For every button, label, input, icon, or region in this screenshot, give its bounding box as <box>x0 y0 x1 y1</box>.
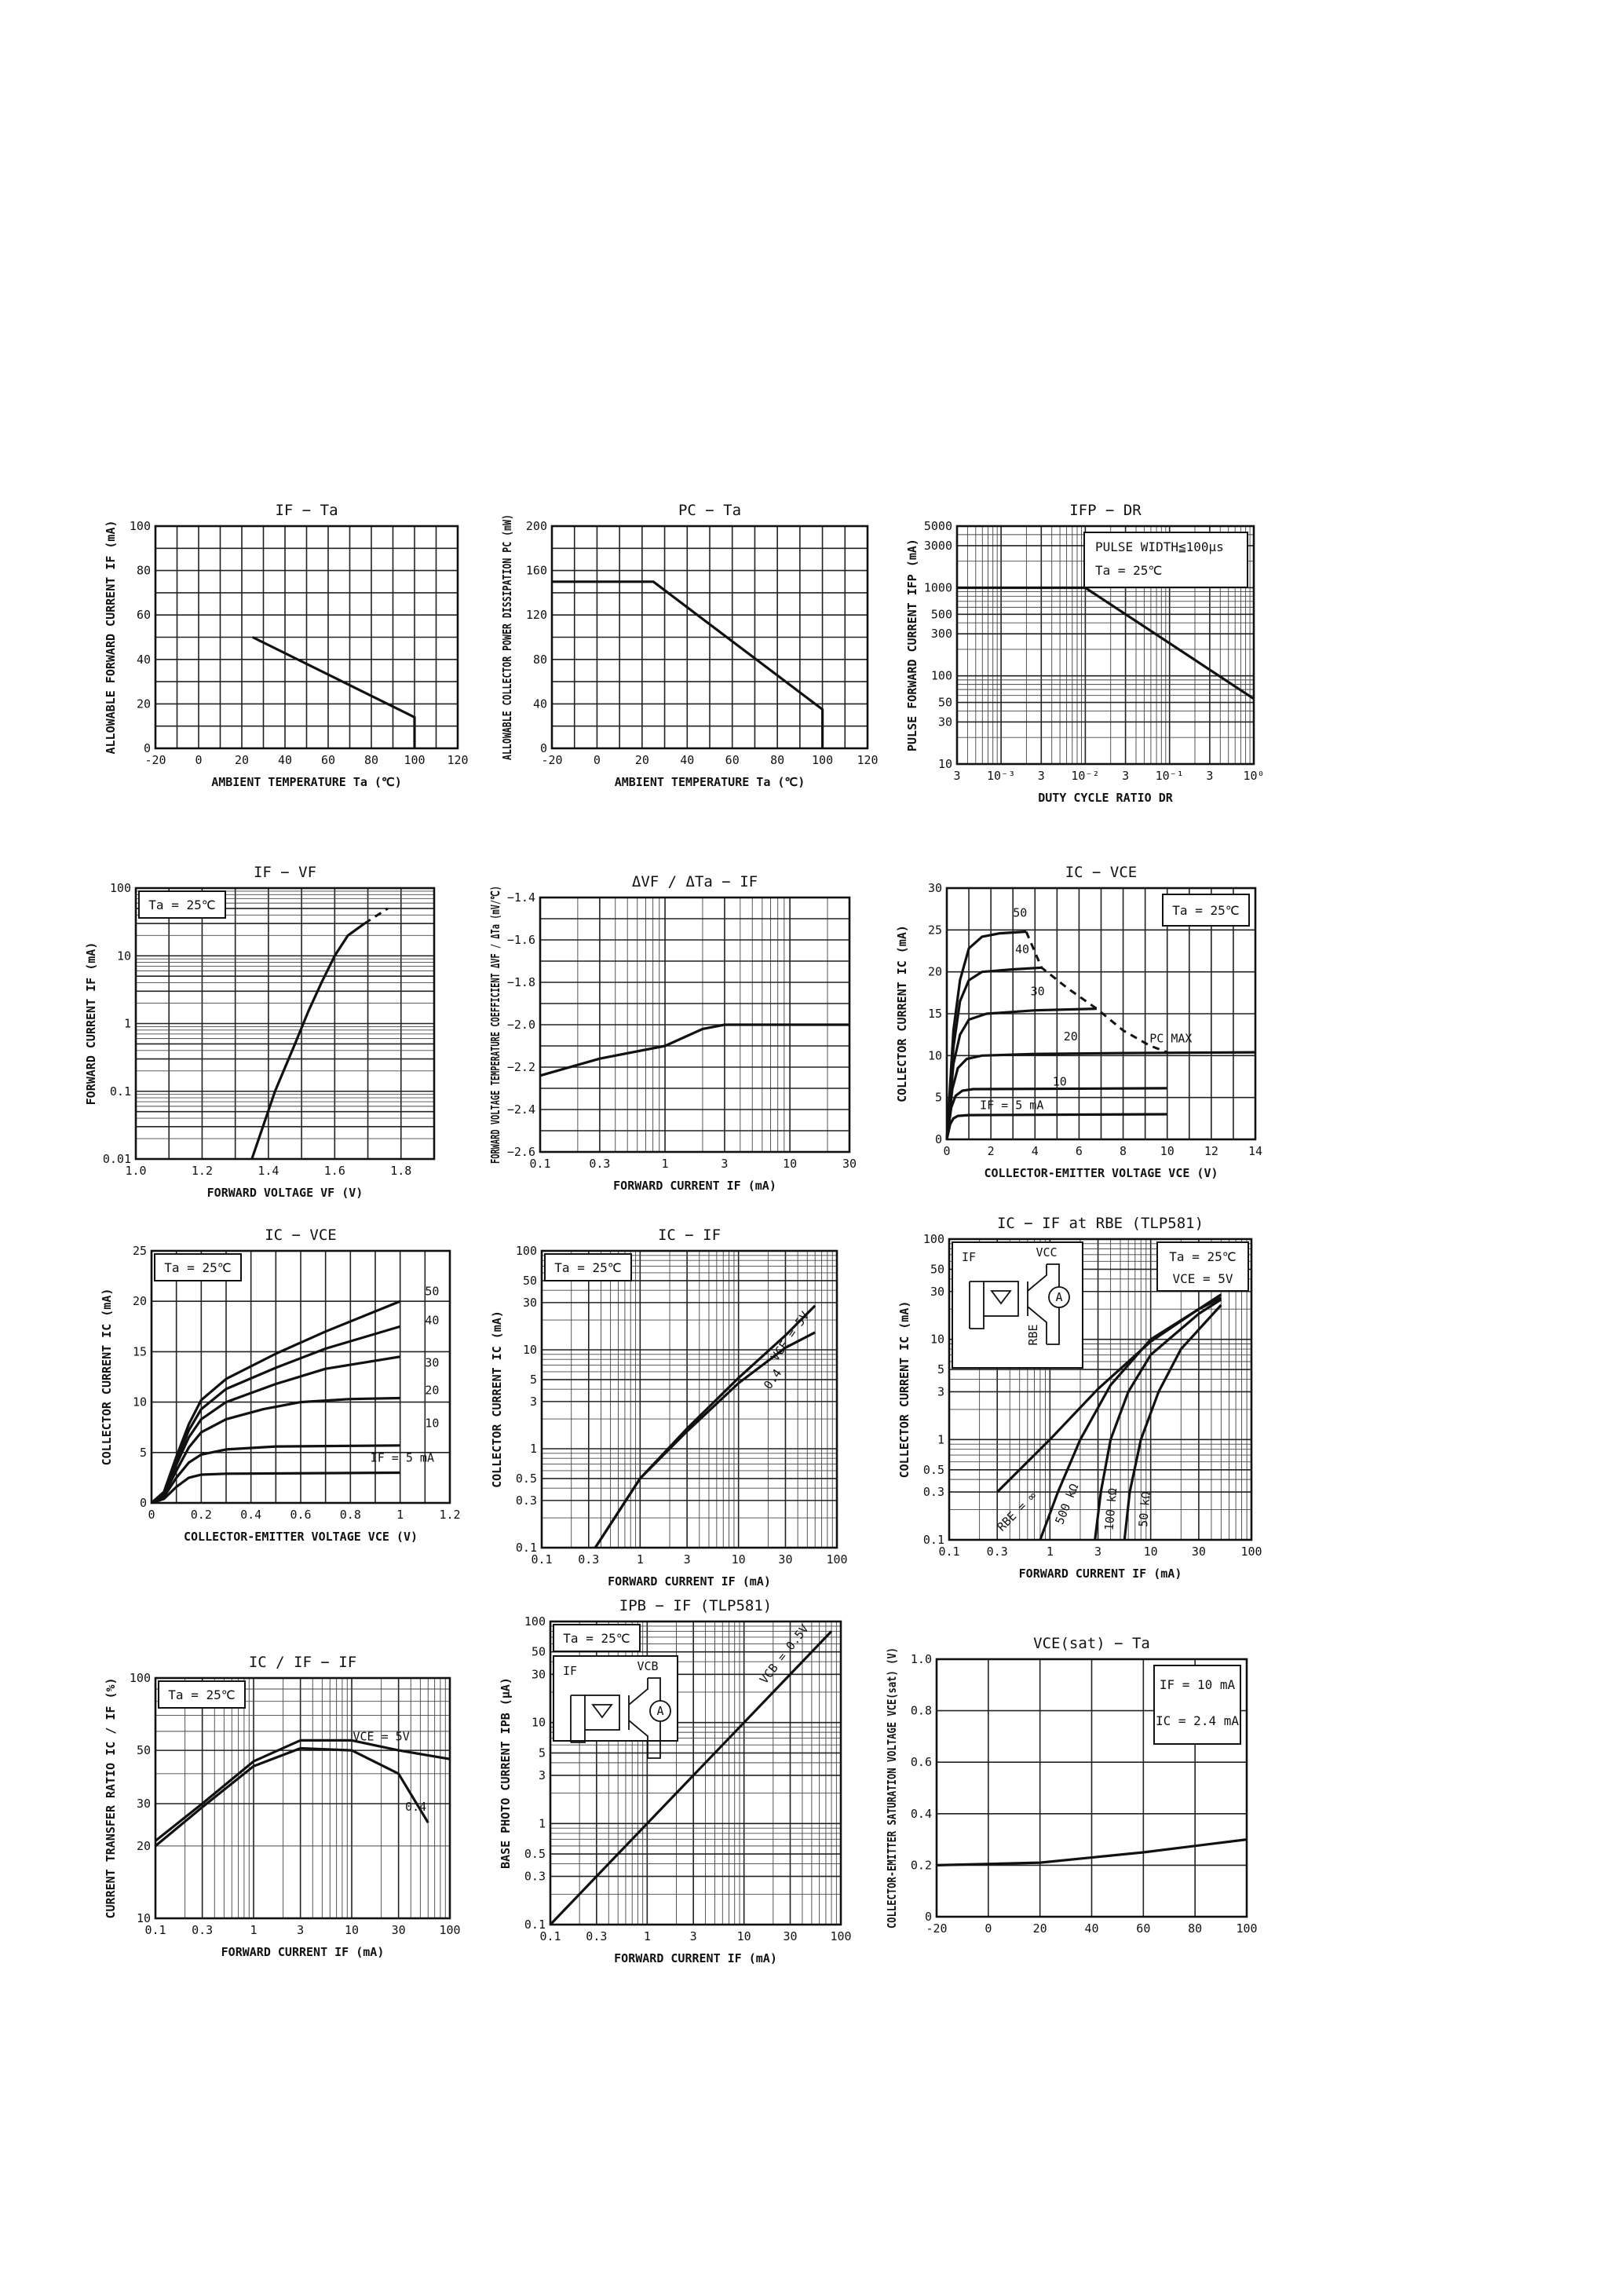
y-tick-label: 100 <box>922 1232 944 1246</box>
x-tick-label: -20 <box>144 753 166 767</box>
y-tick-label: 1 <box>123 1016 131 1031</box>
x-tick-label: 10 <box>344 1923 360 1937</box>
y-tick-label: 0.3 <box>922 1485 944 1500</box>
series-label: 50 <box>1013 905 1028 920</box>
y-tick-label: 0 <box>924 1910 932 1924</box>
x-tick-label: 10 <box>731 1552 746 1567</box>
circuit-inset <box>553 1656 678 1758</box>
y-tick-label: 40 <box>532 696 547 711</box>
condition-text: Ta = 25℃ <box>1172 903 1240 918</box>
chart-title: IC − IF at RBE (TLP581) <box>996 1215 1204 1232</box>
x-tick-label: 0 <box>943 1144 951 1158</box>
inset-label: RBE <box>1026 1324 1040 1346</box>
y-tick-label: 3000 <box>923 538 952 553</box>
y-axis-label: COLLECTOR-EMITTER SATURATION VOLTAGE VCE(sat) (V) <box>885 1581 899 1929</box>
x-tick-label: 0.6 <box>290 1508 312 1522</box>
condition-text: Ta = 25℃ <box>148 898 216 912</box>
x-tick-label: 0.1 <box>539 1929 561 1943</box>
y-tick-label: 0.5 <box>922 1462 944 1477</box>
y-tick-label: 25 <box>132 1244 147 1258</box>
y-tick-label: 1000 <box>923 580 952 595</box>
x-tick-label: 10 <box>1143 1545 1158 1559</box>
y-tick-label: 5 <box>937 1362 944 1377</box>
y-tick-label: 3 <box>538 1768 546 1782</box>
x-tick-label: 60 <box>1136 1921 1151 1936</box>
x-tick-label: 40 <box>680 753 695 767</box>
series-label: 30 <box>1030 984 1045 999</box>
x-tick-label: 1.4 <box>258 1164 279 1178</box>
x-tick-label: 1 <box>643 1929 651 1943</box>
series-label: 10 <box>1052 1074 1067 1089</box>
chart-title: IPB − IF (TLP581) <box>619 1597 773 1614</box>
x-axis-label: FORWARD VOLTAGE VF (V) <box>206 1186 363 1200</box>
x-axis-label: FORWARD CURRENT IF (mA) <box>614 1951 777 1965</box>
x-tick-label: 1.6 <box>323 1164 345 1178</box>
x-tick-label: 80 <box>1188 1921 1203 1936</box>
series-label: 20 <box>1063 1029 1078 1044</box>
y-tick-label: −1.6 <box>506 933 535 947</box>
chart-title: IF − Ta <box>275 502 338 519</box>
inset-label: A <box>656 1704 664 1718</box>
y-tick-label: 10 <box>927 1048 942 1063</box>
x-tick-label: 0.1 <box>529 1157 551 1171</box>
x-axis-label: FORWARD CURRENT IF (mA) <box>608 1574 771 1589</box>
y-axis-label: FORWARD VOLTAGE TEMPERATURE COEFFICIENT ΔVF / ΔTa (mV/℃) <box>488 760 502 1164</box>
x-tick-label: 100 <box>830 1929 852 1943</box>
chart-c6 <box>895 864 1262 1180</box>
x-tick-label: 10⁻¹ <box>1155 769 1184 783</box>
x-axis-label: COLLECTOR-EMITTER VOLTAGE VCE (V) <box>183 1530 418 1544</box>
y-tick-label: 0.1 <box>922 1533 944 1547</box>
x-tick-label: 6 <box>1075 1144 1083 1158</box>
x-tick-label: 1 <box>661 1157 669 1171</box>
x-tick-label: 40 <box>1084 1921 1099 1936</box>
x-tick-label: 100 <box>812 753 834 767</box>
x-tick-label: 4 <box>1031 1144 1039 1158</box>
y-tick-label: 100 <box>515 1244 537 1258</box>
x-tick-label: 0.1 <box>531 1552 553 1567</box>
chart-c9 <box>897 1215 1262 1581</box>
y-tick-label: −2.2 <box>506 1060 535 1074</box>
chart-c7 <box>100 1227 461 1544</box>
x-tick-label: 120 <box>857 753 879 767</box>
y-tick-label: 10 <box>136 1911 151 1925</box>
x-tick-label: 3 <box>953 769 961 783</box>
y-tick-label: 100 <box>109 881 131 895</box>
x-tick-label: 3 <box>689 1929 697 1943</box>
x-tick-label: 0.1 <box>144 1923 166 1937</box>
y-axis-label: CURRENT TRANSFER RATIO IC / IF (%) <box>104 1677 118 1919</box>
chart-title: VCE(sat) − Ta <box>1033 1635 1150 1652</box>
y-tick-label: 1 <box>529 1442 537 1456</box>
series-label: 40 <box>1015 942 1030 957</box>
condition-text: Ta = 25℃ <box>1169 1249 1237 1264</box>
y-axis-label: COLLECTOR CURRENT IC (mA) <box>100 1288 114 1466</box>
chart-c1 <box>104 502 469 789</box>
y-tick-label: 0.2 <box>910 1858 932 1873</box>
x-tick-label: 3 <box>297 1923 305 1937</box>
chart-title: IC / IF − IF <box>248 1654 357 1671</box>
series-label: VCE = 5V <box>768 1309 813 1364</box>
x-tick-label: 100 <box>1236 1921 1258 1936</box>
y-tick-label: 50 <box>522 1273 537 1288</box>
x-tick-label: 20 <box>234 753 250 767</box>
gridlines <box>542 1251 837 1548</box>
inset-label: VCB <box>637 1659 659 1673</box>
y-tick-label: −2.6 <box>506 1145 535 1159</box>
series-label: IF = 5 mA <box>370 1450 434 1465</box>
x-tick-label: 10 <box>783 1157 798 1171</box>
x-axis-label: DUTY CYCLE RATIO DR <box>1038 791 1173 805</box>
y-tick-label: 5 <box>139 1445 147 1460</box>
x-tick-label: 3 <box>1037 769 1045 783</box>
x-tick-label: 20 <box>1032 1921 1047 1936</box>
y-tick-label: 300 <box>930 627 952 642</box>
series-line <box>253 638 415 749</box>
series-label: 50 <box>425 1284 440 1299</box>
y-tick-label: 10 <box>132 1395 147 1409</box>
chart-c4 <box>84 864 434 1200</box>
y-tick-label: 0 <box>539 741 547 755</box>
inset-label: VCC <box>1036 1245 1058 1260</box>
y-tick-label: 3 <box>937 1384 944 1399</box>
inset-label: IF <box>563 1664 578 1678</box>
y-tick-label: 0.8 <box>910 1703 932 1718</box>
y-tick-label: 100 <box>129 1671 151 1685</box>
x-tick-label: 1.2 <box>439 1508 461 1522</box>
series-line <box>595 1333 815 1548</box>
series-line <box>540 1025 849 1076</box>
x-axis-label: AMBIENT TEMPERATURE Ta (℃) <box>211 775 402 789</box>
series-label: 20 <box>425 1383 440 1398</box>
limit-dashed-line <box>1026 932 1167 1053</box>
condition-text: Ta = 25℃ <box>1095 563 1163 578</box>
series-label: VCE = 5V <box>353 1729 410 1744</box>
y-axis-label: PULSE FORWARD CURRENT IFP (mA) <box>905 539 919 751</box>
x-tick-label: 0.4 <box>240 1508 262 1522</box>
y-tick-label: −1.8 <box>506 975 535 989</box>
y-tick-label: 30 <box>927 881 942 895</box>
x-tick-label: 100 <box>826 1552 848 1567</box>
y-axis-label: FORWARD CURRENT IF (mA) <box>84 941 98 1106</box>
y-tick-label: −1.4 <box>506 890 535 905</box>
y-tick-label: 0.3 <box>515 1493 537 1508</box>
x-tick-label: 20 <box>634 753 649 767</box>
y-tick-label: 500 <box>930 607 952 622</box>
x-axis-label: COLLECTOR-EMITTER VOLTAGE VCE (V) <box>984 1166 1218 1180</box>
x-tick-label: 2 <box>987 1144 995 1158</box>
x-tick-label: 0.3 <box>986 1545 1008 1559</box>
y-tick-label: 0.5 <box>524 1847 546 1862</box>
y-tick-label: 20 <box>136 696 151 711</box>
x-tick-label: 80 <box>770 753 785 767</box>
condition-text: VCE = 5V <box>1172 1271 1233 1286</box>
y-tick-label: 20 <box>136 1838 151 1853</box>
gridlines <box>155 1678 450 1918</box>
y-tick-label: 0.5 <box>515 1471 537 1486</box>
x-tick-label: 0.3 <box>578 1552 600 1567</box>
plot-frame <box>155 1678 450 1918</box>
x-tick-label: 3 <box>1094 1545 1102 1559</box>
chart-c12 <box>885 1581 1258 1936</box>
x-tick-label: 1 <box>396 1508 404 1522</box>
inset-label: A <box>1055 1290 1063 1304</box>
chart-title: IF − VF <box>253 864 317 881</box>
condition-text: Ta = 25℃ <box>164 1260 232 1275</box>
series-label: 10 <box>425 1416 440 1431</box>
y-axis-label: ALLOWABLE COLLECTOR POWER DISSIPATION PC (mW) <box>500 441 514 760</box>
y-tick-label: 120 <box>525 608 547 623</box>
y-tick-label: 0.6 <box>910 1755 932 1770</box>
series-label: 30 <box>425 1355 440 1370</box>
series-label: 40 <box>425 1313 440 1328</box>
y-tick-label: −2.4 <box>506 1102 535 1117</box>
y-tick-label: 50 <box>930 1262 944 1277</box>
x-tick-label: 0 <box>148 1508 155 1522</box>
x-axis-label: FORWARD CURRENT IF (mA) <box>613 1179 776 1193</box>
y-tick-label: 100 <box>524 1614 546 1629</box>
condition-text: Ta = 25℃ <box>563 1631 630 1646</box>
y-tick-label: −2.0 <box>506 1018 535 1032</box>
y-tick-label: 50 <box>136 1743 151 1758</box>
x-tick-label: -20 <box>541 753 563 767</box>
x-axis-label: AMBIENT TEMPERATURE Ta (℃) <box>614 775 806 789</box>
x-tick-label: 10 <box>1160 1144 1174 1158</box>
y-tick-label: 10 <box>116 949 131 963</box>
y-tick-label: 5 <box>934 1090 942 1105</box>
y-tick-label: 25 <box>927 923 942 938</box>
series-line <box>155 1740 450 1841</box>
y-tick-label: 20 <box>927 964 942 979</box>
x-tick-label: 1 <box>1046 1545 1054 1559</box>
y-tick-label: 1.0 <box>910 1652 932 1666</box>
x-tick-label: 30 <box>391 1923 406 1937</box>
y-tick-label: 10 <box>531 1715 546 1730</box>
y-axis-label: ALLOWABLE FORWARD CURRENT IF (mA) <box>104 520 118 755</box>
y-axis-label: BASE PHOTO CURRENT IPB (μA) <box>499 1677 513 1869</box>
y-tick-label: 30 <box>522 1295 537 1310</box>
chart-title: IC − VCE <box>265 1227 337 1244</box>
x-tick-label: 3 <box>721 1157 729 1171</box>
y-tick-label: 50 <box>531 1644 546 1659</box>
y-tick-label: 0.1 <box>524 1918 546 1932</box>
chart-title: IFP − DR <box>1069 502 1142 519</box>
x-axis-label: FORWARD CURRENT IF (mA) <box>1018 1567 1182 1581</box>
chart-title: PC − Ta <box>678 502 742 519</box>
y-tick-label: 0.4 <box>910 1806 932 1821</box>
series-label: VCB = 0.5V <box>756 1621 812 1687</box>
y-tick-label: 20 <box>132 1294 147 1309</box>
y-tick-label: 30 <box>531 1667 546 1682</box>
x-tick-label: 30 <box>778 1552 793 1567</box>
x-tick-label: 60 <box>725 753 740 767</box>
y-tick-label: 15 <box>927 1007 942 1021</box>
y-tick-label: 200 <box>525 519 547 533</box>
x-tick-label: -20 <box>926 1921 948 1936</box>
chart-c10 <box>104 1654 461 1959</box>
y-tick-label: 50 <box>937 695 952 710</box>
y-tick-label: 0.1 <box>515 1541 537 1555</box>
y-tick-label: 10 <box>937 757 952 771</box>
y-tick-label: 1 <box>538 1816 546 1831</box>
y-tick-label: 80 <box>136 563 151 578</box>
x-tick-label: 1 <box>250 1923 258 1937</box>
x-tick-label: 40 <box>277 753 293 767</box>
chart-title: ΔVF / ΔTa − IF <box>631 873 758 890</box>
x-tick-label: 8 <box>1120 1144 1127 1158</box>
condition-text: Ta = 25℃ <box>168 1687 236 1702</box>
x-tick-label: 1 <box>636 1552 644 1567</box>
x-tick-label: 3 <box>1122 769 1130 783</box>
condition-text: IF = 10 mA <box>1159 1677 1236 1692</box>
chart-c8 <box>490 1227 848 1589</box>
y-tick-label: 0 <box>934 1132 942 1146</box>
series-label: RBE = ∞ <box>994 1489 1039 1534</box>
x-tick-label: 0.3 <box>589 1157 611 1171</box>
x-tick-label: 0.1 <box>938 1545 960 1559</box>
y-tick-label: 60 <box>136 608 151 623</box>
y-tick-label: 40 <box>136 652 151 667</box>
x-tick-label: 3 <box>1206 769 1214 783</box>
inset-label: IF <box>962 1250 977 1264</box>
series-label: IF = 5 mA <box>980 1098 1044 1113</box>
y-tick-label: 1 <box>937 1432 944 1447</box>
condition-text: IC = 2.4 mA <box>1156 1713 1239 1728</box>
chart-c3 <box>905 502 1265 805</box>
x-tick-label: 0 <box>593 753 601 767</box>
x-tick-label: 14 <box>1248 1144 1263 1158</box>
y-tick-label: 5000 <box>923 519 952 533</box>
chart-title: IC − IF <box>657 1227 721 1244</box>
x-axis-label: FORWARD CURRENT IF (mA) <box>221 1945 385 1959</box>
series-label: 500 kΩ <box>1052 1481 1082 1526</box>
y-tick-label: 30 <box>937 715 952 729</box>
x-tick-label: 30 <box>842 1157 857 1171</box>
chart-c2 <box>500 441 879 789</box>
y-tick-label: 5 <box>538 1746 546 1760</box>
x-tick-label: 12 <box>1204 1144 1218 1158</box>
x-tick-label: 10 <box>736 1929 751 1943</box>
x-tick-label: 10⁰ <box>1243 769 1265 783</box>
y-axis-label: COLLECTOR CURRENT IC (mA) <box>490 1311 504 1488</box>
y-tick-label: 3 <box>529 1394 537 1409</box>
x-tick-label: 0.3 <box>192 1923 214 1937</box>
chart-c11 <box>499 1597 852 1965</box>
series-label: 50 kΩ <box>1135 1490 1153 1528</box>
x-tick-label: 80 <box>363 753 379 767</box>
y-tick-label: 15 <box>132 1344 147 1359</box>
x-tick-label: 0 <box>195 753 203 767</box>
x-tick-label: 0.2 <box>190 1508 212 1522</box>
x-tick-label: 0.8 <box>339 1508 361 1522</box>
x-tick-label: 100 <box>404 753 426 767</box>
y-tick-label: 10 <box>930 1332 944 1347</box>
x-tick-label: 10⁻² <box>1071 769 1100 783</box>
series-label: 0.4 <box>405 1800 427 1815</box>
series-label: 100 kΩ <box>1101 1487 1120 1531</box>
y-axis-label: COLLECTOR CURRENT IC (mA) <box>897 1300 911 1479</box>
condition-text: PULSE WIDTH≦100μs <box>1095 539 1224 554</box>
x-tick-label: 1.2 <box>191 1164 213 1178</box>
y-tick-label: 160 <box>525 563 547 578</box>
x-tick-label: 0.3 <box>586 1929 608 1943</box>
x-tick-label: 120 <box>447 753 469 767</box>
y-tick-label: 0.3 <box>524 1869 546 1884</box>
y-tick-label: 80 <box>532 652 547 667</box>
circuit-inset <box>952 1242 1083 1368</box>
x-tick-label: 60 <box>320 753 336 767</box>
y-axis-label: COLLECTOR CURRENT IC (mA) <box>895 925 909 1102</box>
x-tick-label: 100 <box>439 1923 461 1937</box>
y-tick-label: 5 <box>529 1372 537 1387</box>
gridlines <box>136 888 434 1159</box>
x-tick-label: 0 <box>985 1921 992 1936</box>
x-tick-label: 30 <box>783 1929 798 1943</box>
series-line <box>155 1749 428 1846</box>
y-tick-label: 100 <box>930 668 952 683</box>
y-tick-label: 0 <box>143 741 151 755</box>
x-tick-label: 1.0 <box>125 1164 147 1178</box>
y-tick-label: 30 <box>930 1284 944 1299</box>
y-tick-label: 30 <box>136 1797 151 1812</box>
x-tick-label: 100 <box>1240 1545 1262 1559</box>
y-tick-label: 0 <box>139 1496 147 1510</box>
pc-max-label: PC MAX <box>1149 1031 1193 1046</box>
x-tick-label: 1.8 <box>390 1164 412 1178</box>
series-label: 0.4 <box>761 1366 785 1392</box>
x-tick-label: 30 <box>1191 1545 1206 1559</box>
chart-title: IC − VCE <box>1065 864 1138 881</box>
x-tick-label: 10⁻³ <box>987 769 1016 783</box>
y-tick-label: 0.1 <box>109 1084 131 1099</box>
y-tick-label: 0.01 <box>102 1152 131 1166</box>
y-tick-label: 10 <box>522 1343 537 1357</box>
gridlines <box>552 526 868 748</box>
plot-frame <box>542 1251 837 1548</box>
y-tick-label: 100 <box>129 519 151 533</box>
x-tick-label: 3 <box>683 1552 691 1567</box>
condition-text: Ta = 25℃ <box>554 1260 622 1275</box>
